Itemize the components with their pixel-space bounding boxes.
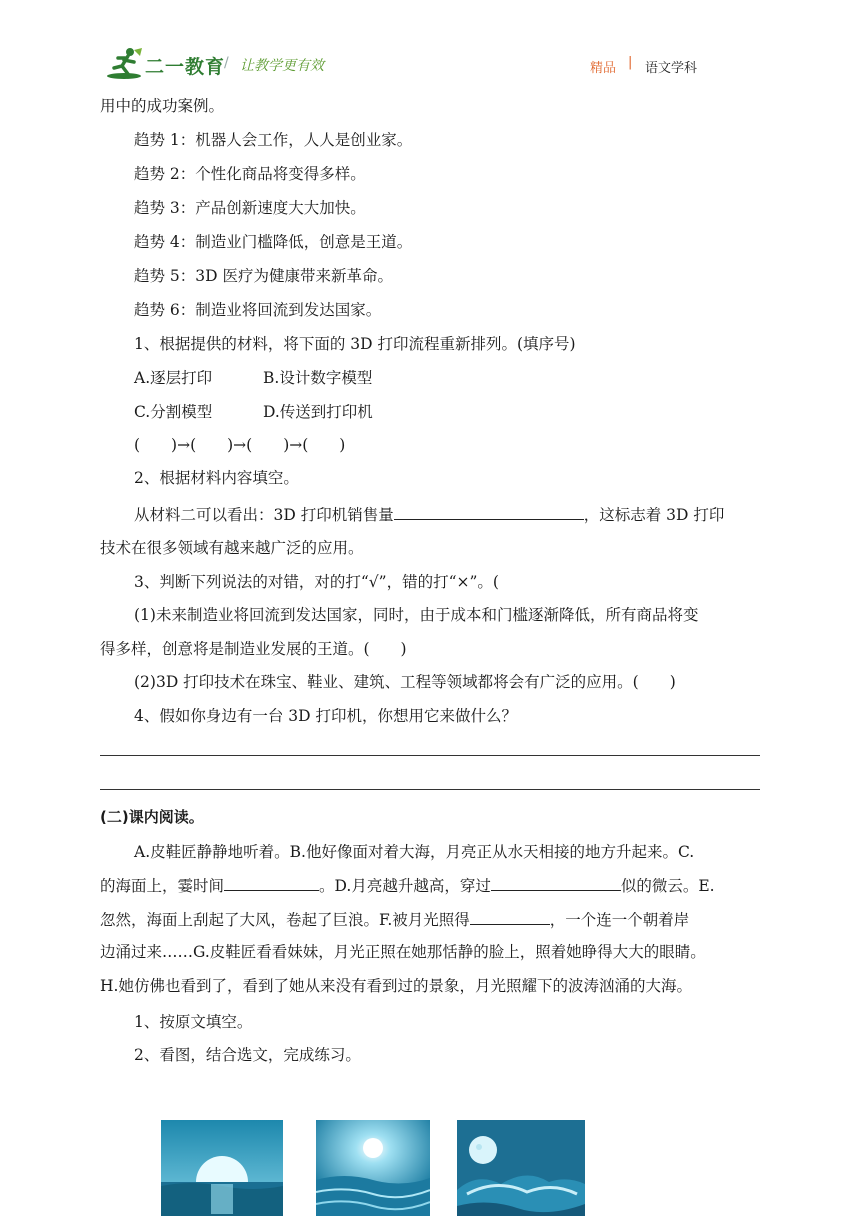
slogan: 让教学更有效 [240, 58, 324, 74]
brand-name: 二一教育 [145, 56, 226, 78]
reading-line: A.皮鞋匠静静地听着。B.他好像面对着大海，月亮正从水天相接的地方升起来。C. [134, 843, 695, 861]
reading-line [100, 875, 715, 896]
order-blanks[interactable]: ( )→( )→( )→( ) [134, 436, 346, 454]
text-line: 用中的成功案例。 [100, 97, 225, 115]
reading-text: 似的微云。E. [620, 877, 715, 895]
reading-blank[interactable] [491, 875, 621, 891]
trend-2: 趋势 2：个性化商品将变得多样。 [134, 165, 366, 183]
option-d: D.传送到打印机 [263, 403, 373, 421]
tag-separator: | [628, 55, 633, 70]
reading-text: 忽然，海面上刮起了大风，卷起了巨浪。F.被月光照得 [100, 911, 470, 929]
question-1: 1、根据提供的材料，将下面的 3D 打印流程重新排列。(填序号) [134, 335, 576, 353]
fill-prefix: 从材料二可以看出：3D 打印机销售量 [134, 506, 394, 524]
sales-blank[interactable] [394, 504, 584, 520]
reading-blank[interactable] [224, 875, 319, 891]
reading-question-1: 1、按原文填空。 [134, 1013, 253, 1031]
option-a: A.逐层打印 [134, 369, 213, 387]
moonrise-over-sea-picture [161, 1120, 283, 1216]
page-header [0, 0, 860, 90]
option-c: C.分割模型 [134, 403, 213, 421]
trend-5: 趋势 5：3D 医疗为健康带来新革命。 [134, 267, 394, 285]
judgement-1: (1)未来制造业将回流到发达国家，同时，由于成本和门槛逐渐降低，所有商品将变 [134, 606, 699, 624]
answer-line[interactable] [100, 789, 760, 790]
answer-line[interactable] [100, 755, 760, 756]
trend-4: 趋势 4：制造业门槛降低，创意是王道。 [134, 233, 413, 251]
trend-3: 趋势 3：产品创新速度大大加快。 [134, 199, 366, 217]
question-4: 4、假如你身边有一台 3D 打印机，你想用它来做什么？ [134, 707, 518, 725]
moon-above-sea-picture [316, 1120, 430, 1216]
section-title: (二)课内阅读。 [100, 808, 204, 826]
runner-logo-icon [106, 46, 146, 80]
quality-tag: 精品 [590, 61, 617, 76]
question-3: 3、判断下列说法的对错，对的打“√”，错的打“×”。( [134, 573, 499, 591]
text-line: 技术在很多领域有越来越广泛的应用。 [100, 539, 364, 557]
fill-suffix: ，这标志着 3D 打印 [583, 506, 725, 524]
fill-line [134, 504, 724, 525]
subject-tag: 语文学科 [645, 61, 698, 76]
trend-6: 趋势 6：制造业将回流到发达国家。 [134, 301, 382, 319]
option-b: B.设计数字模型 [263, 369, 373, 387]
reading-line: H.她仿佛也看到了，看到了她从来没有看到过的景象，月光照耀下的波涛汹涌的大海。 [100, 977, 692, 995]
reading-question-2: 2、看图，结合选文，完成练习。 [134, 1046, 361, 1064]
full-moon-waves-picture [457, 1120, 585, 1216]
slogan-divider: / [224, 55, 229, 71]
reading-text: 的海面上，霎时间 [100, 877, 225, 895]
question-2: 2、根据材料内容填空。 [134, 469, 299, 487]
judgement-1-cont[interactable]: 得多样，创意将是制造业发展的王道。( ) [100, 640, 407, 658]
trend-1: 趋势 1：机器人会工作，人人是创业家。 [134, 131, 413, 149]
reading-line: 边涌过来……G.皮鞋匠看看妹妹，月光正照在她那恬静的脸上，照着她睁得大大的眼睛。 [100, 943, 706, 961]
reading-text: ，一个连一个朝着岸 [549, 911, 690, 929]
reading-text: 。D.月亮越升越高，穿过 [319, 877, 491, 895]
judgement-2[interactable]: (2)3D 打印技术在珠宝、鞋业、建筑、工程等领域都将会有广泛的应用。( ) [134, 673, 676, 691]
reading-line [100, 909, 689, 930]
reading-blank[interactable] [470, 909, 550, 925]
